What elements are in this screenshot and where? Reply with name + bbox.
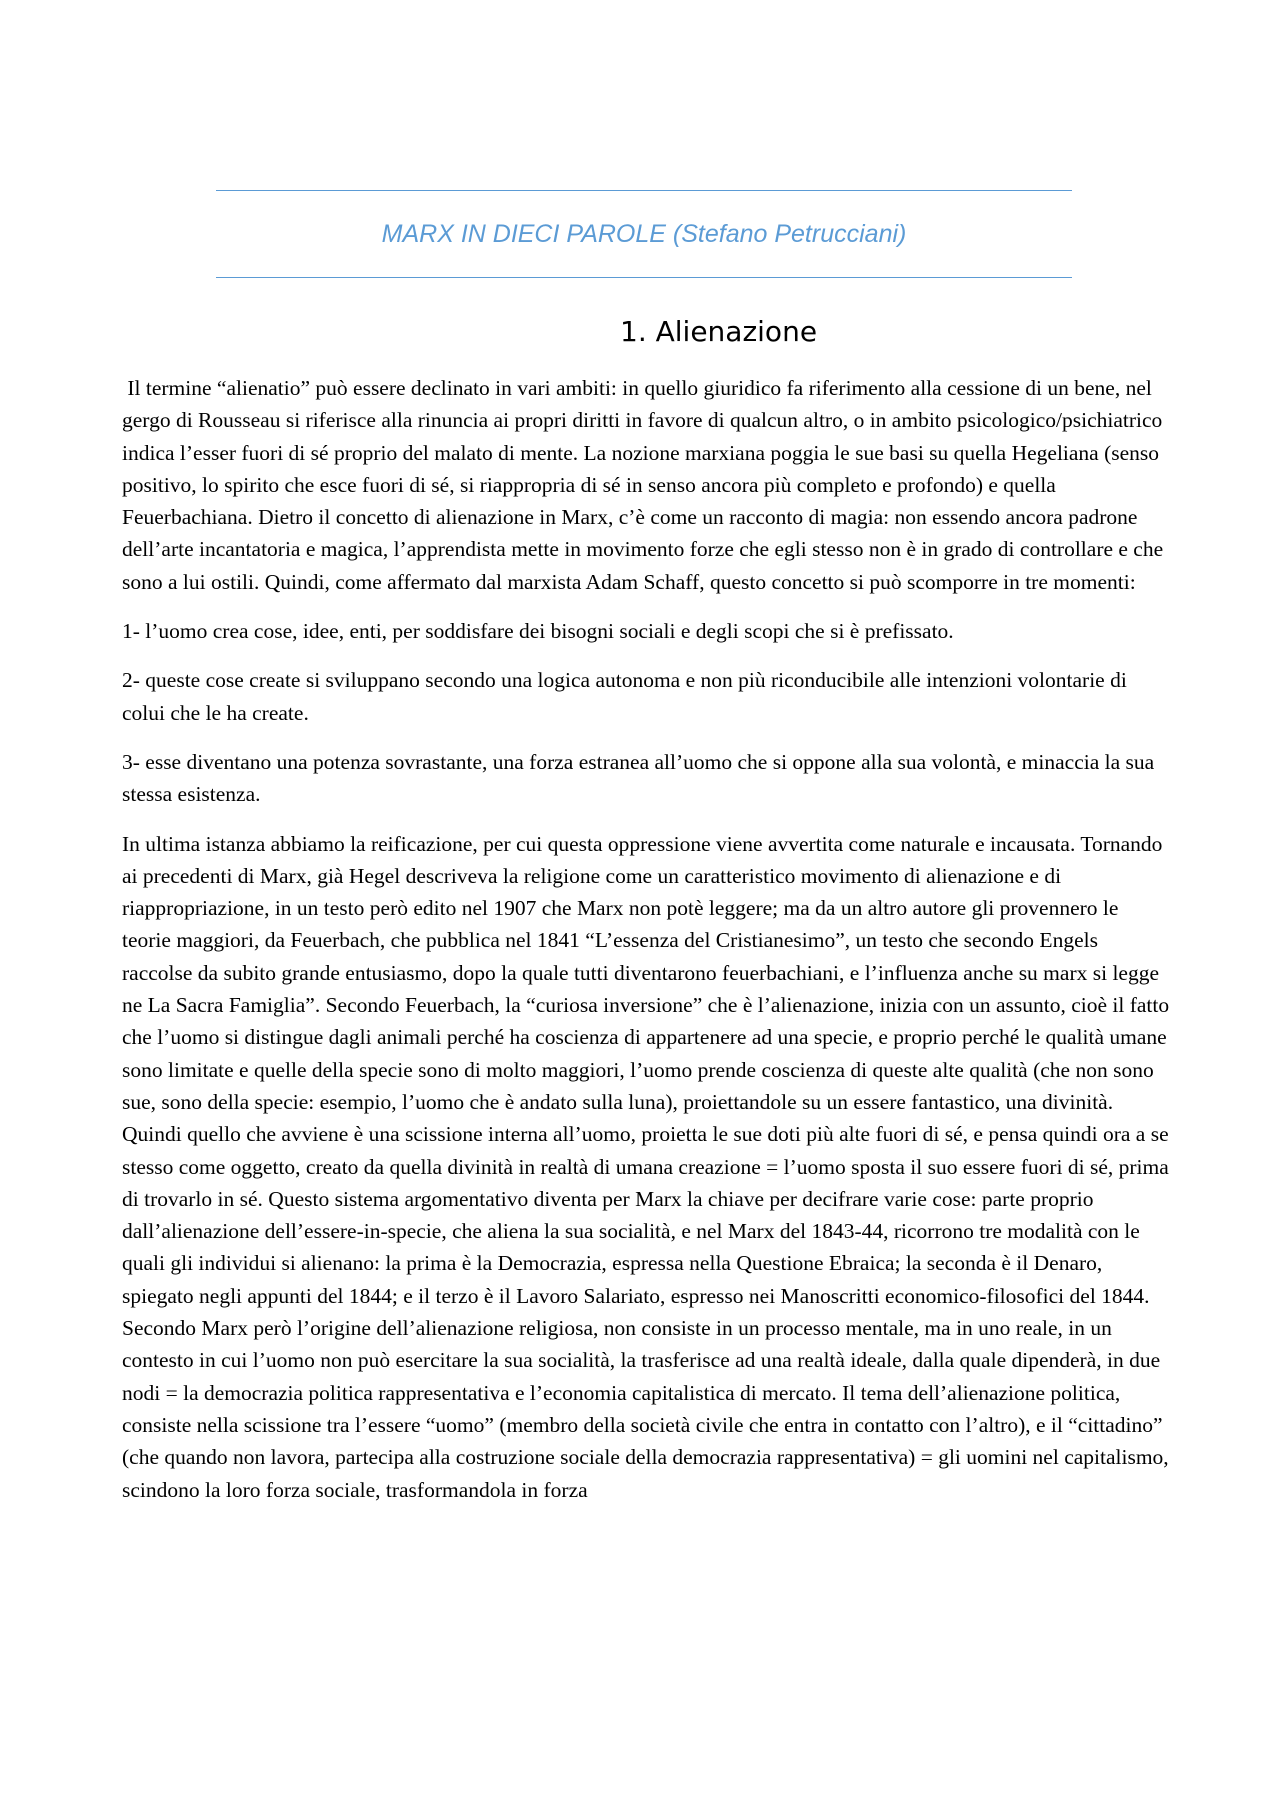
title-top-rule	[216, 190, 1072, 191]
paragraph-reification: In ultima istanza abbiamo la reificazione, per cui questa oppressione viene avvertita come naturale e incausata. Tornando ai precedenti di Marx, già Hegel descriveva la religione come un caratteristico movimento di alienazione e di riappropriazione, in un testo però edito nel 1907 che Marx non potè leggere; ma da un altro autore gli provennero le teorie maggiori, da Feuerbach, che pubblica nel 1841 “L’essenza del Cristianesimo”, un testo che secondo Engels raccolse da subito grande entusiasmo, dopo la quale tutti diventarono feuerbachiani, e l’influenza anche su marx si legge ne La Sacra Famiglia”. Secondo Feuerbach, la “curiosa inversione” che è l’alienazione, inizia con un assunto, cioè il fatto che l’uomo si distingue dagli animali perché ha coscienza di appartenere ad una specie, e proprio perché le qualità umane sono limitate e quelle della specie sono di molto maggiori, l’uomo prende coscienza di queste alte qualità (che non sono sue, sono della specie: esempio, l’uomo che è andato sulla luna), proiettandole su un essere fantastico, una divinità. Quindi quello che avviene è una scissione interna all’uomo, proietta le sue doti più alte fuori di sé, e pensa quindi ora a se stesso come oggetto, creato da quella divinità in realtà di umana creazione = l’uomo sposta il suo essere fuori di sé, prima di trovarlo in sé. Questo sistema argomentativo diventa per Marx la chiave per decifrare varie cose: parte proprio dall’alienazione dell’essere-in-specie, che aliena la sua socialità, e nel Marx del 1843-44, ricorrono tre modalità con le quali gli individui si alienano: la prima è la Democrazia, espressa nella Questione Ebraica; la seconda è il Denaro, spiegato negli appunti del 1844; e il terzo è il Lavoro Salariato, espresso nei Manoscritti economico-filosofici del 1844. Secondo Marx però l’origine dell’alienazione religiosa, non consiste in un processo mentale, ma in uno reale, in un contesto in cui l’uomo non può esercitare la sua socialità, la trasferisce ad una realtà ideale, dalla quale dipenderà, in due nodi = la democrazia politica rappresentativa e l’economia capitalistica di mercato. Il tema dell’alienazione politica, consiste nella scissione tra l’essere “uomo” (membro della società civile che entra in contatto con l’altro), e il “cittadino” (che quando non lavora, partecipa alla costruzione sociale della democrazia rappresentativa) = gli uomini nel capitalismo, scindono la loro forza sociale, trasformandola in forza	[122, 831, 1170, 1502]
title-block	[216, 190, 1072, 278]
document-title: MARX IN DIECI PAROLE (Stefano Petrucciani)	[381, 220, 907, 248]
paragraph-moment-3: 3- esse diventano una potenza sovrastante, una forza estranea all’uomo che si oppone alla sua volontà, e minaccia la sua stessa esistenza.	[122, 749, 1155, 807]
section-heading: 1. Alienazione	[620, 315, 818, 348]
paragraph-intro: Il termine “alienatio” può essere declinato in vari ambiti: in quello giuridico fa riferimento alla cessione di un bene, nel gergo di Rousseau si riferisce alla rinuncia ai propri diritti in favore di qualcun altro, o in ambito psicologico/psichiatrico indica l’esser fuori di sé proprio del malato di mente. La nozione marxiana poggia le sue basi su quella Hegeliana (senso positivo, lo spirito che esce fuori di sé, si riappropria di sé in senso ancora più completo e profondo) e quella Feuerbachiana. Dietro il concetto di alienazione in Marx, c’è come un racconto di magia: non essendo ancora padrone dell’arte incantatoria e magica, l’apprendista mette in movimento forze che egli stesso non è in grado di controllare e che sono a lui ostili. Quindi, come affermato dal marxista Adam Schaff, questo concetto si può scomporre in tre momenti:	[122, 376, 1169, 594]
paragraph-moment-1: 1- l’uomo crea cose, idee, enti, per soddisfare dei bisogni sociali e degli scopi che si è prefissato.	[122, 619, 954, 644]
paragraph-moment-2: 2- queste cose create si sviluppano secondo una logica autonoma e non più riconducibile alle intenzioni volontarie di colui che le ha create.	[122, 668, 1127, 725]
title-bottom-rule	[216, 277, 1072, 278]
body-text	[122, 372, 1172, 1523]
